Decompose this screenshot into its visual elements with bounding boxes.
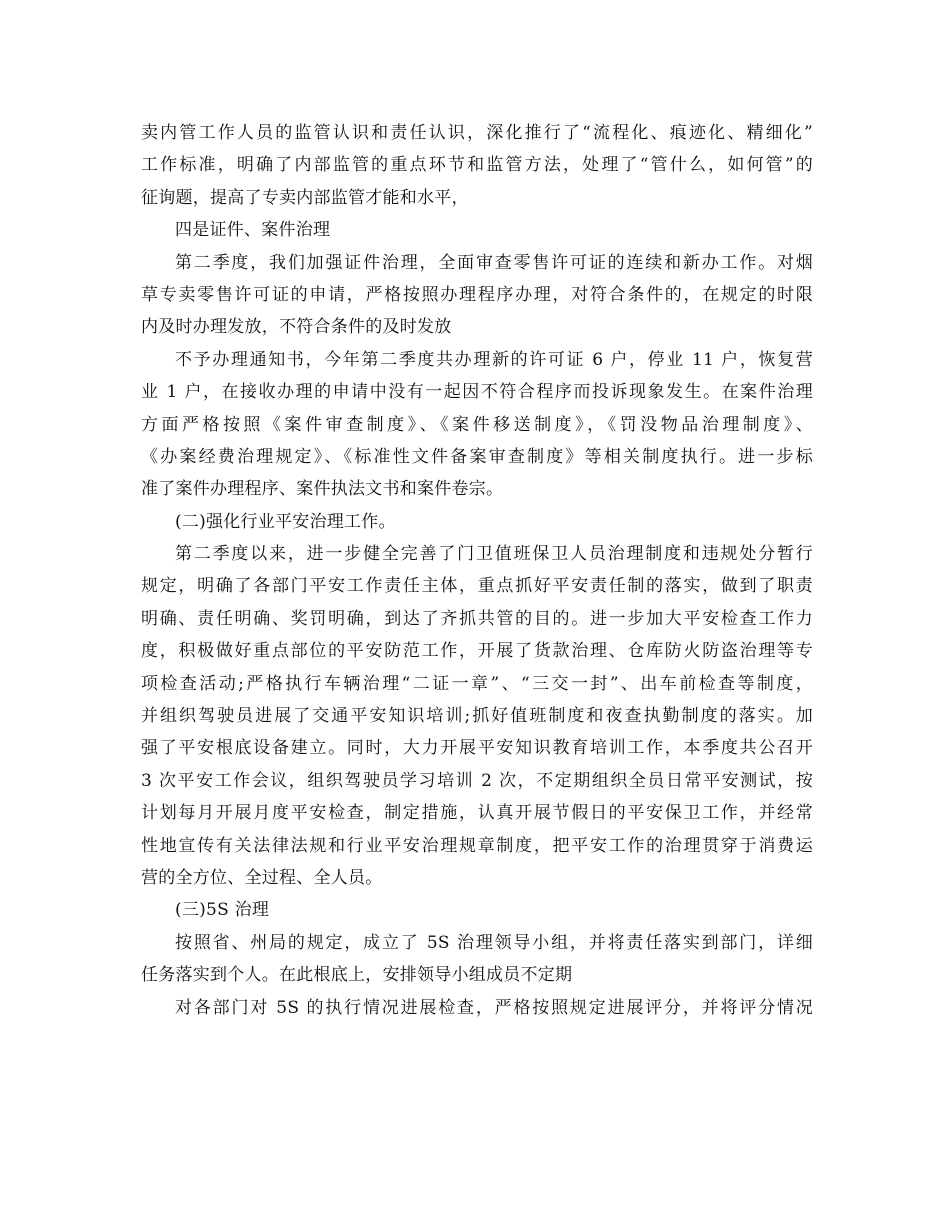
text-line: 第二季度以来，进一步健全完善了门卫值班保卫人员治理制度和违规处分暂行 — [175, 544, 813, 565]
text-line: 性地宣传有关法律法规和行业平安治理规章制度，把平安工作的治理贯穿于消费运 — [141, 835, 813, 856]
text-line: 按照省、州局的规定，成立了 5S 治理领导小组，并将责任落实到部门，详细 — [175, 932, 813, 953]
text-line: 营的全方位、全过程、全人员。 — [141, 867, 383, 888]
section-heading: 四是证件、案件治理 — [175, 220, 331, 241]
text-line: 草专卖零售许可证的申请，严格按照办理程序办理，对符合条件的，在规定的时限 — [141, 284, 813, 305]
text-line: 不予办理通知书，今年第二季度共办理新的许可证 6 户，停业 11 户，恢复营 — [175, 349, 813, 370]
text-line: 第二季度，我们加强证件治理，全面审查零售许可证的连续和新办工作。对烟 — [175, 252, 813, 273]
text-line: 方面严格按照《案件审查制度》、《案件移送制度》，《罚没物品治理制度》、 — [141, 414, 813, 435]
section-heading: (三)5S 治理 — [175, 900, 270, 921]
text-line: 业 1 户，在接收办理的申请中没有一起因不符合程序而投诉现象发生。在案件治理 — [141, 382, 813, 403]
text-line: 强了平安根底设备建立。同时，大力开展平安知识教育培训工作，本季度共公召开 — [141, 738, 813, 759]
text-line: 内及时办理发放，不符合条件的及时发放 — [141, 317, 452, 338]
text-line: 明确、责任明确、奖罚明确，到达了齐抓共管的目的。进一步加大平安检查工作力 — [141, 608, 813, 629]
text-line: 规定，明确了各部门平安工作责任主体，重点抓好平安责任制的落实，做到了职责 — [141, 576, 813, 597]
text-line: 项检查活动;严格执行车辆治理“二证一章”、“三交一封”、出车前检查等制度， — [141, 673, 813, 694]
text-line: 任务落实到个人。在此根底上，安排领导小组成员不定期 — [141, 965, 573, 986]
text-line: 准了案件办理程序、案件执法文书和案件卷宗。 — [141, 479, 504, 500]
text-line: 并组织驾驶员进展了交通平安知识培训;抓好值班制度和夜查执勤制度的落实。加 — [141, 706, 813, 727]
text-line: 对各部门对 5S 的执行情况进展检查，严格按照规定进展评分，并将评分情况 — [175, 997, 813, 1018]
document-body — [141, 117, 813, 1024]
text-line: 计划每月开展月度平安检查，制定措施，认真开展节假日的平安保卫工作，并经常 — [141, 803, 813, 824]
text-line: 卖内管工作人员的监管认识和责任认识，深化推行了“流程化、痕迹化、精细化” — [141, 123, 813, 143]
text-line: 工作标准，明确了内部监管的重点环节和监管方法，处理了“管什么，如何管”的 — [141, 155, 813, 176]
section-heading: (二)强化行业平安治理工作。 — [175, 511, 396, 532]
text-line: 征询题，提高了专卖内部监管才能和水平， — [141, 187, 469, 208]
text-line: 3 次平安工作会议，组织驾驶员学习培训 2 次，不定期组织全员日常平安测试，按 — [141, 770, 813, 791]
text-line: 《办案经费治理规定》、《标准性文件备案审查制度》等相关制度执行。进一步标 — [141, 446, 813, 467]
text-line: 度，积极做好重点部位的平安防范工作，开展了货款治理、仓库防火防盗治理等专 — [141, 641, 813, 662]
